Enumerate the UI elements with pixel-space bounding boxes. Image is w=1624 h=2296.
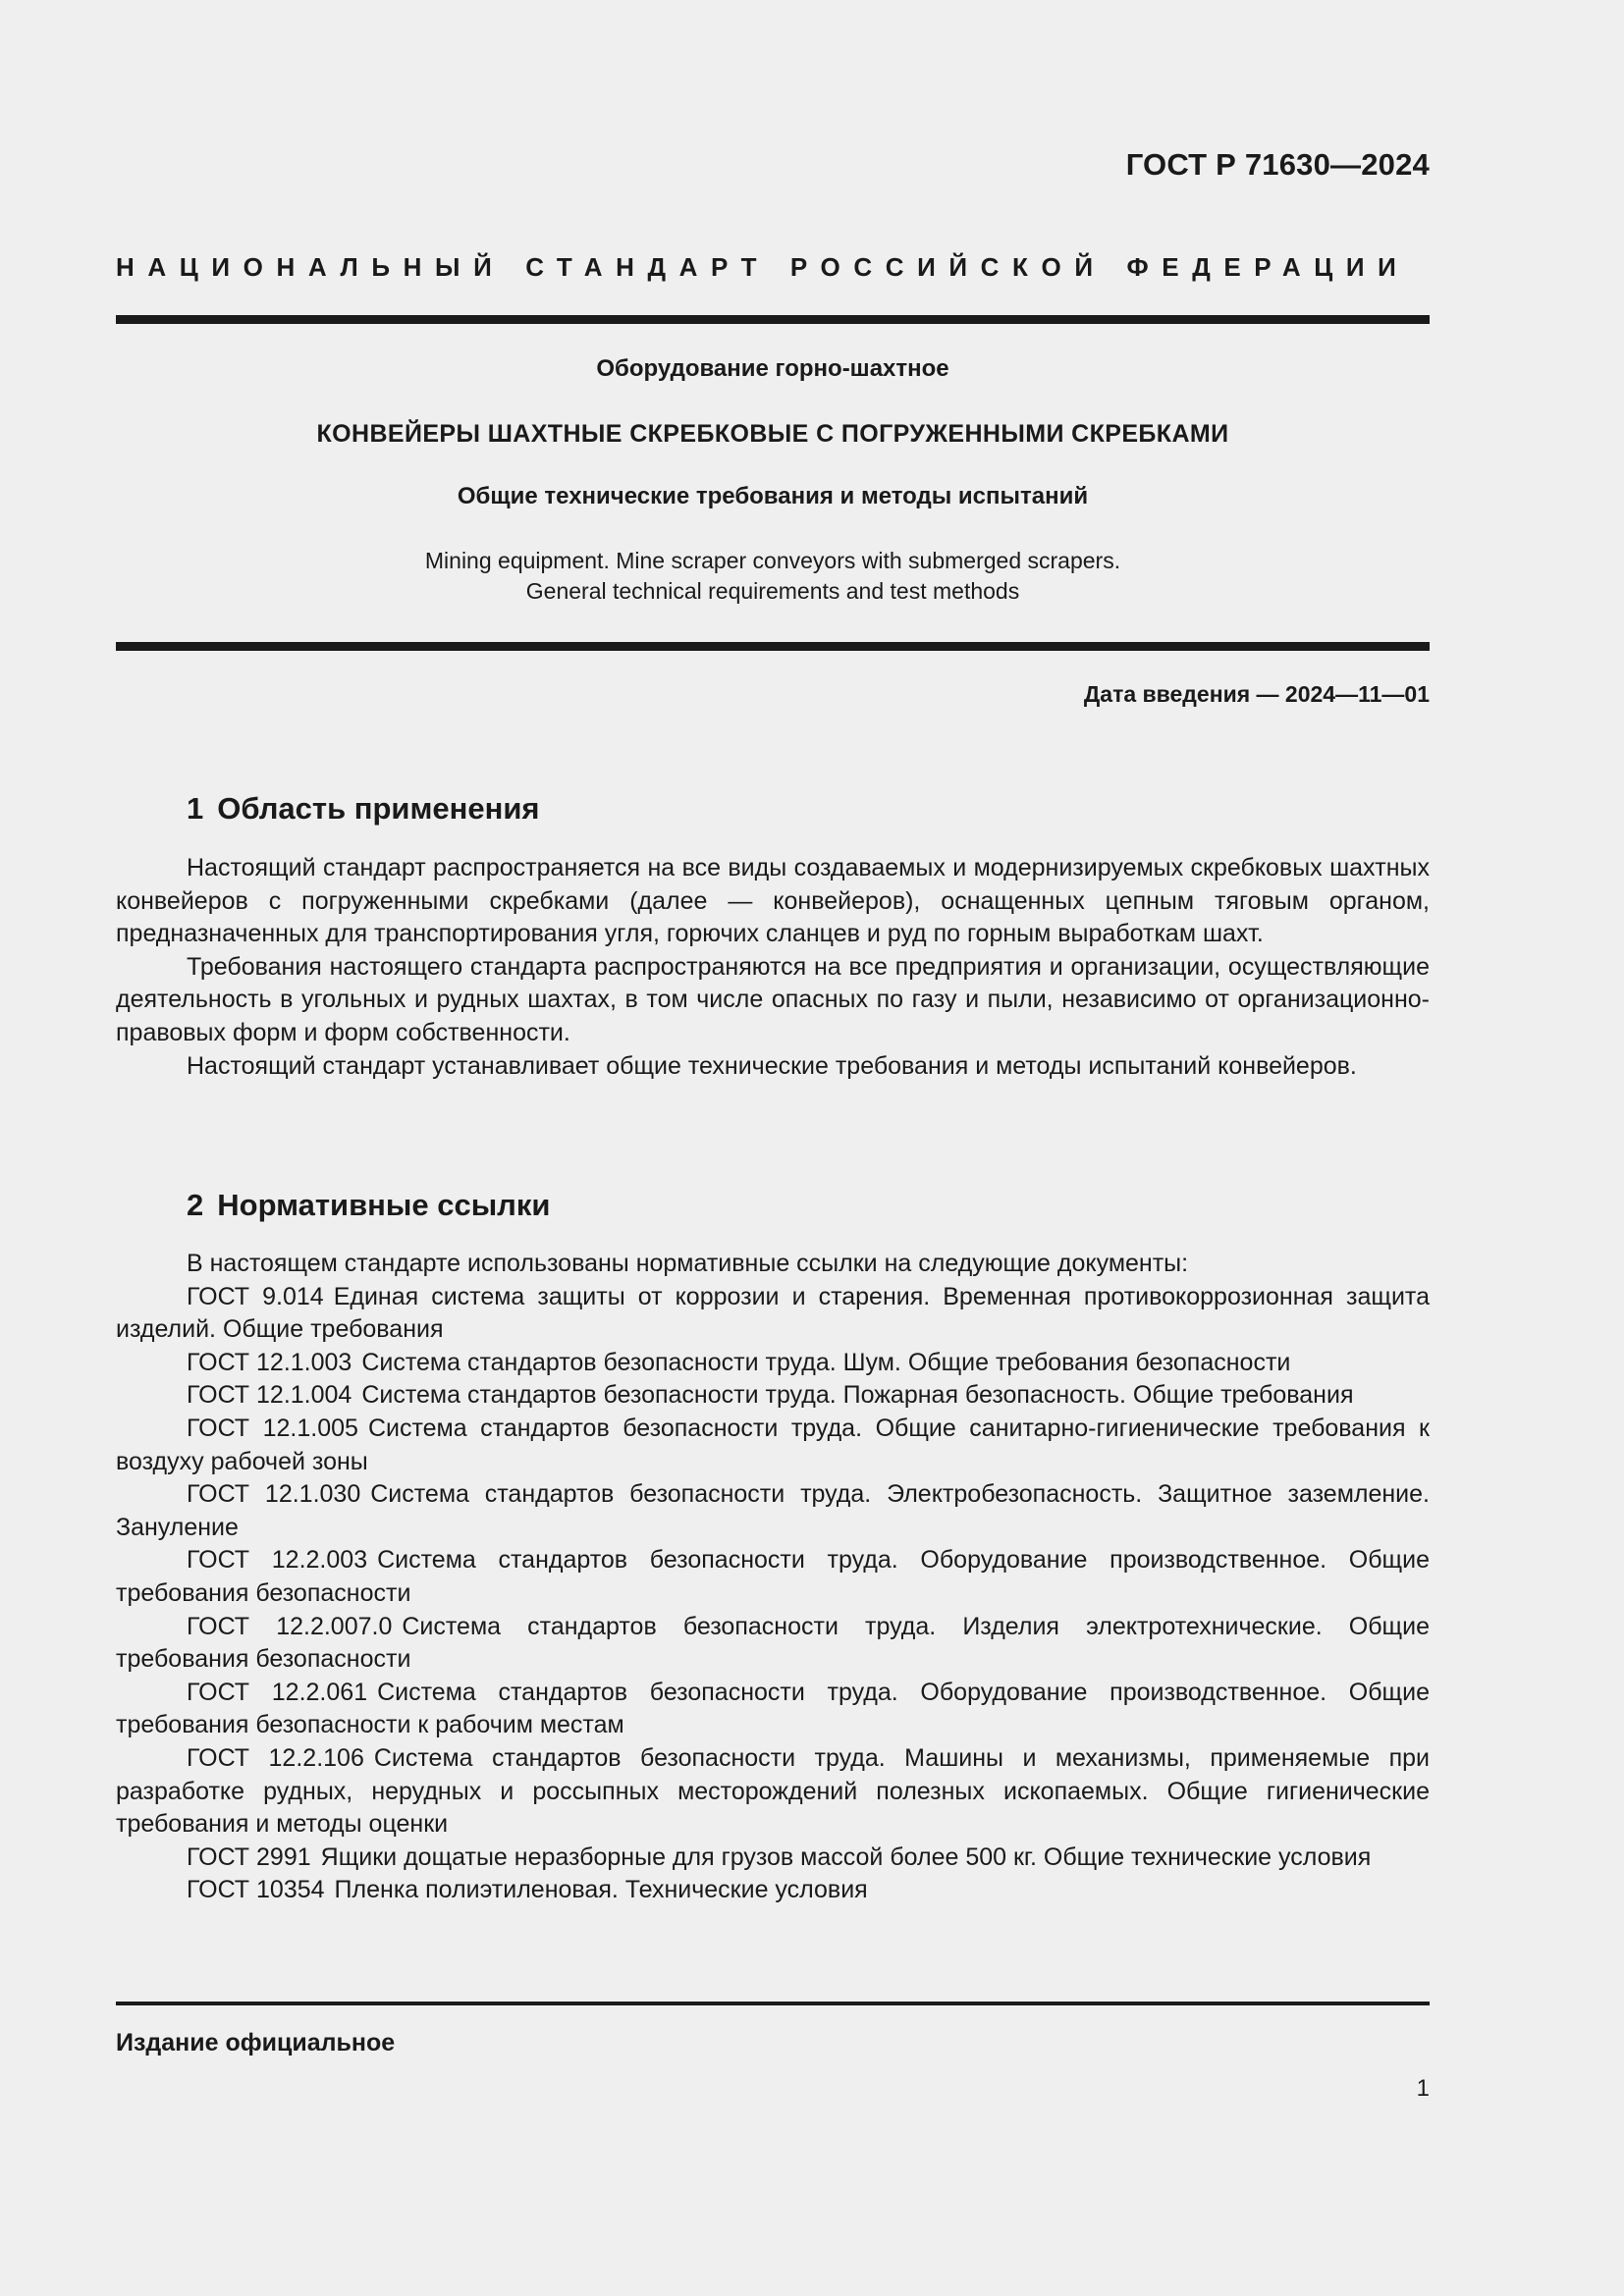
reference-code: ГОСТ 12.2.003 — [187, 1546, 368, 1575]
reference-text: Система стандартов безопасности труда. Машины и механизмы, применяемые при разработке рудных, нерудных и россыпных месторождений полезных ископаемых. Общие гигиенические требования и методы оценки — [116, 1743, 1430, 1839]
reference-item — [116, 1677, 1430, 1742]
top-divider — [116, 315, 1430, 324]
reference-item — [116, 1842, 1430, 1875]
english-title — [116, 546, 1430, 607]
title-bottom-divider — [116, 642, 1430, 651]
reference-code: ГОСТ 12.1.030 — [187, 1480, 361, 1509]
english-title-line-2: General technical requirements and test methods — [525, 578, 1020, 604]
reference-text: Система стандартов безопасности труда. Общие санитарно-гигиенические требования к воздуху рабочей зоны — [116, 1414, 1430, 1475]
reference-text: Система стандартов безопасности труда. Шум. Общие требования безопасности — [361, 1348, 1291, 1376]
section-1-paragraph: Настоящий стандарт распространяется на все виды создаваемых и модернизируемых скребковых шахтных конвейеров с погруженными скребками (далее — конвейеров), оснащенных цепным тяговым органом, предназначенных для транспортирования угля, горючих сланцев и руд по горным выработкам шахт. — [116, 854, 1430, 948]
document-code: ГОСТ Р 71630—2024 — [1125, 147, 1430, 182]
english-title-line-1: Mining equipment. Mine scraper conveyors with submerged scrapers. — [424, 548, 1121, 573]
introduction-date: Дата введения — 2024—11—01 — [1083, 681, 1430, 707]
reference-item — [116, 1281, 1430, 1347]
reference-code: ГОСТ 12.2.061 — [187, 1678, 368, 1706]
reference-code: ГОСТ 12.1.003 — [187, 1348, 352, 1376]
main-title: КОНВЕЙЕРЫ ШАХТНЫЕ СКРЕБКОВЫЕ С ПОГРУЖЕННЫМИ СКРЕБКАМИ — [316, 420, 1229, 448]
reference-item — [116, 1413, 1430, 1478]
section-1-number: 1 — [187, 791, 204, 826]
reference-text: Система стандартов безопасности труда. Изделия электротехнические. Общие требования безопасности — [116, 1612, 1430, 1674]
section-2-heading — [187, 1188, 550, 1223]
reference-text: Система стандартов безопасности труда. Пожарная безопасность. Общие требования — [361, 1381, 1354, 1410]
reference-text: Система стандартов безопасности труда. Оборудование производственное. Общие требования безопасности — [116, 1546, 1430, 1607]
section-1-title: Область применения — [217, 791, 540, 826]
section-1-body — [116, 852, 1430, 1083]
reference-item — [116, 1742, 1430, 1842]
subtitle: Общие технические требования и методы испытаний — [457, 483, 1089, 509]
reference-code: ГОСТ 10354 — [187, 1876, 325, 1904]
section-1-paragraph: Настоящий стандарт устанавливает общие технические требования и методы испытаний конвейеров. — [187, 1051, 1357, 1080]
reference-code: ГОСТ 12.1.005 — [187, 1414, 358, 1442]
reference-text: Пленка полиэтиленовая. Технические условия — [334, 1876, 868, 1904]
reference-text: Система стандартов безопасности труда. Оборудование производственное. Общие требования безопасности к рабочим местам — [116, 1678, 1430, 1739]
section-2-intro: В настоящем стандарте использованы нормативные ссылки на следующие документы: — [187, 1250, 1189, 1277]
reference-code: ГОСТ 9.014 — [187, 1282, 324, 1310]
official-edition-label: Издание официальное — [116, 2029, 396, 2056]
reference-code: ГОСТ 2991 — [187, 1842, 311, 1871]
reference-item — [116, 1379, 1430, 1413]
footer-divider — [116, 2002, 1430, 2005]
reference-text: Единая система защиты от коррозии и старения. Временная противокоррозионная защита изделий. Общие требования — [116, 1282, 1430, 1344]
section-2-title: Нормативные ссылки — [217, 1188, 551, 1222]
reference-item — [116, 1874, 1430, 1907]
reference-code: ГОСТ 12.1.004 — [187, 1381, 352, 1410]
reference-code: ГОСТ 12.2.007.0 — [187, 1612, 393, 1640]
page-number: 1 — [1416, 2075, 1430, 2102]
reference-code: ГОСТ 12.2.106 — [187, 1743, 364, 1772]
reference-item — [116, 1544, 1430, 1610]
reference-text: Система стандартов безопасности труда. Электробезопасность. Защитное заземление. Зануление — [116, 1480, 1430, 1541]
section-2-number: 2 — [187, 1188, 204, 1222]
section-1-paragraph: Требования настоящего стандарта распространяются на все предприятия и организации, осуществляющие деятельность в угольных и рудных шахтах, в том числе опасных по газу и пыли, независимо от организационно-правовых форм и форм собственности. — [116, 952, 1430, 1046]
section-1-heading — [187, 791, 540, 827]
section-2-body — [116, 1248, 1430, 1907]
reference-item — [116, 1347, 1430, 1380]
reference-text: Ящики дощатые неразборные для грузов массой более 500 кг. Общие технические условия — [320, 1842, 1372, 1871]
equipment-title: Оборудование горно-шахтное — [596, 355, 949, 382]
document-page — [116, 0, 1430, 2296]
reference-item — [116, 1611, 1430, 1677]
reference-item — [116, 1478, 1430, 1544]
national-standard-heading: НАЦИОНАЛЬНЫЙ СТАНДАРТ РОССИЙСКОЙ ФЕДЕРАЦИИ — [116, 252, 1410, 282]
